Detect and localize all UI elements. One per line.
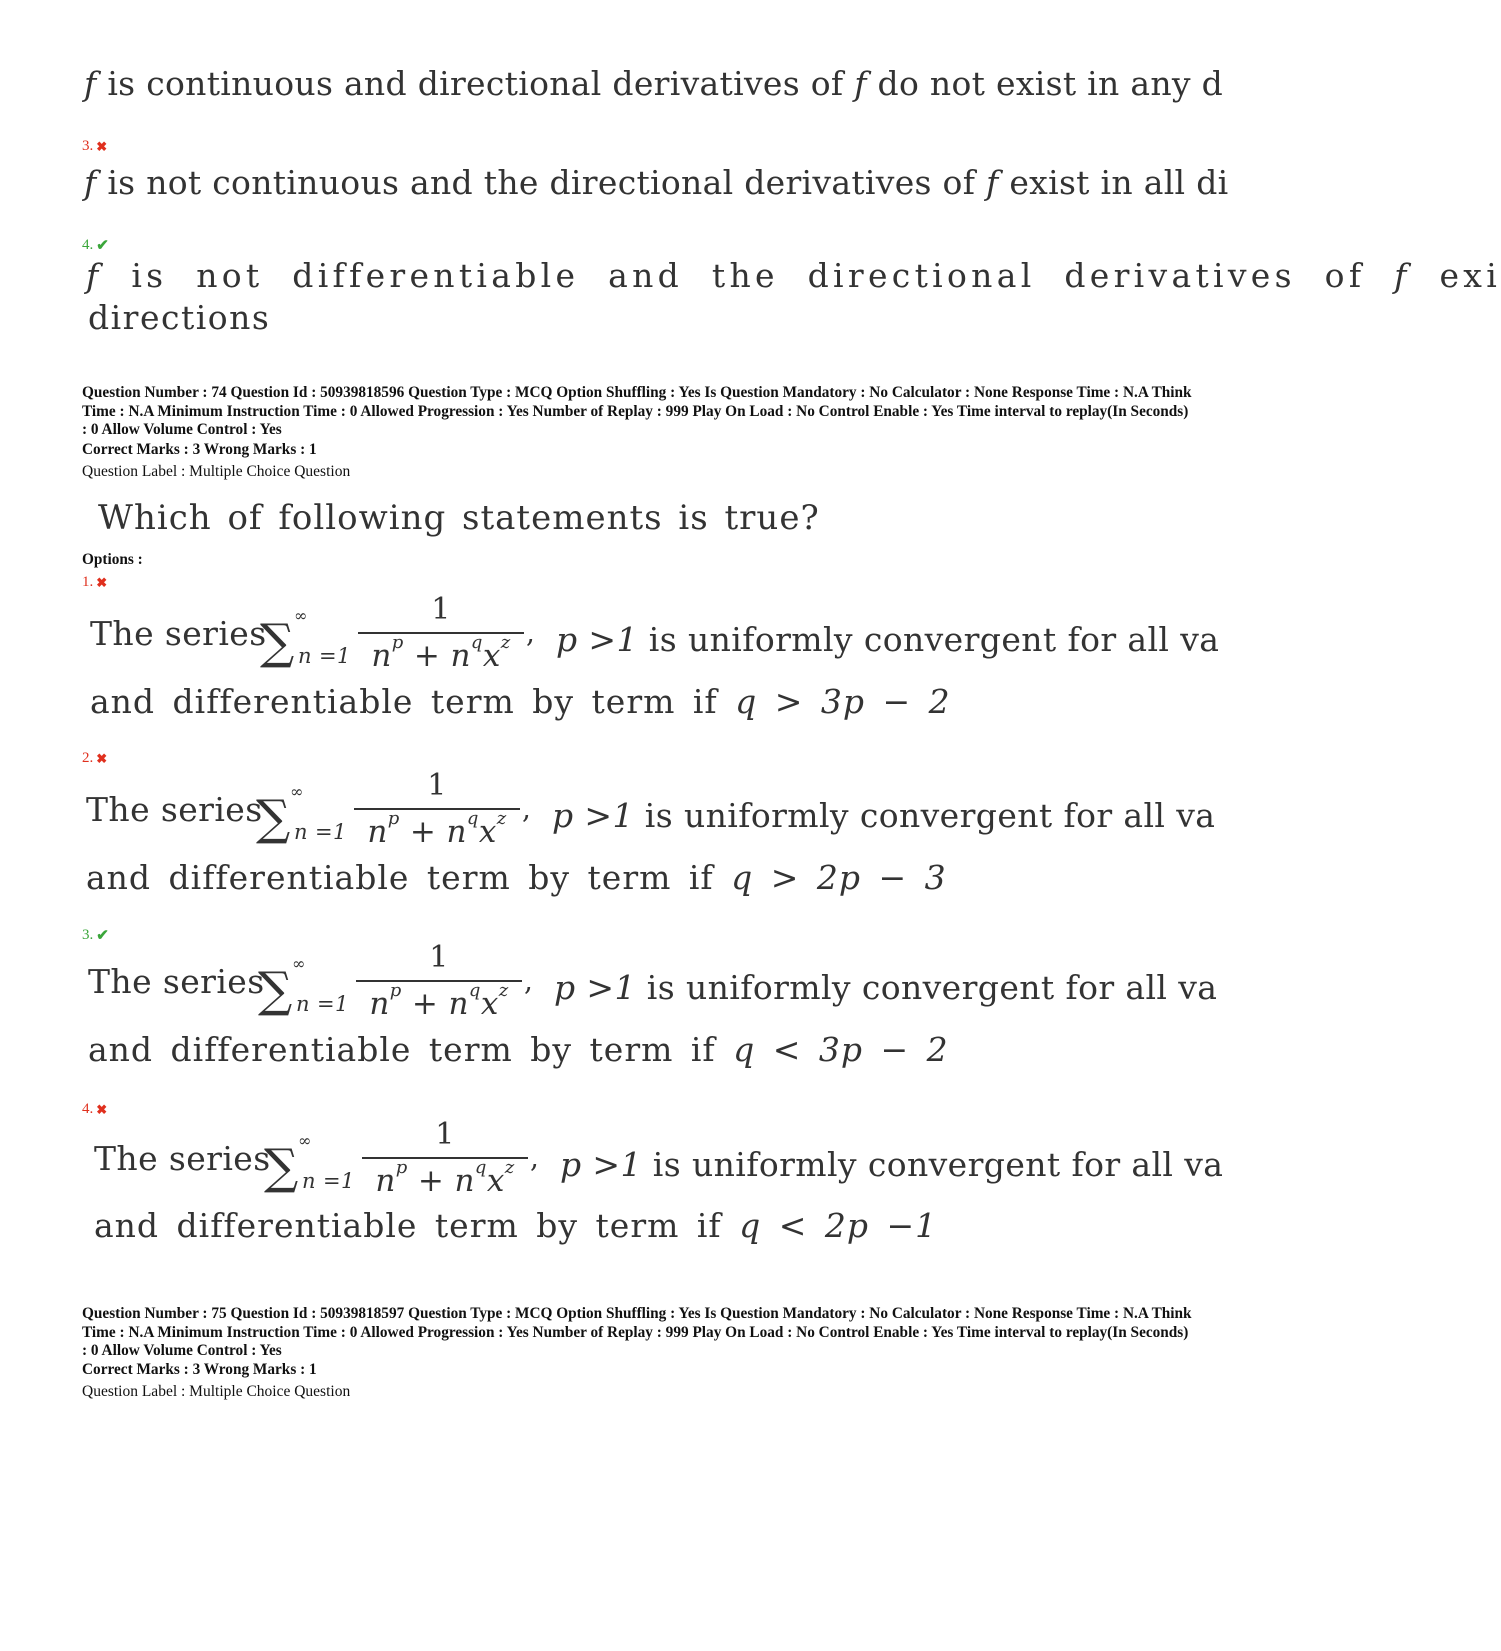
wrong-icon: ✖ <box>96 138 108 154</box>
check-icon: ✔ <box>96 238 109 254</box>
option-1-series: The series ∑ ∞ n =1 1 $n^p + n^qx^z$ , p >1 is uniformly convergent for all va <box>90 592 1220 674</box>
wrong-icon: ✖ <box>96 574 108 590</box>
option-3-condition: and differentiable term by term if q < 3p − 2 <box>88 1030 949 1069</box>
prev-option-4-line1: f is not differentiable and the directional derivatives of f exi <box>86 256 1501 295</box>
q75-meta: Question Number : 75 Question Id : 50939818597 Question Type : MCQ Option Shuffling : Yes Is Question Mandatory : No Calculator : None Response Time : N.A Think Time : N.A Minimum Instruction Time : 0 Allowed Progression : Yes Number of Replay : 999 Play On Load : No Control Enable : Yes Time interval to replay(In Seconds) : 0 Allow Volume Control : Yes <box>82 1305 1192 1359</box>
prev-option-2-text: f is continuous and directional derivatives of f do not exist in any d <box>84 64 1224 103</box>
option-2-condition: and differentiable term by term if q > 2p − 3 <box>86 858 947 897</box>
q74-options-label: Options : <box>82 551 143 568</box>
q74-meta: Question Number : 74 Question Id : 50939818596 Question Type : MCQ Option Shuffling : Yes Is Question Mandatory : No Calculator : None Response Time : N.A Think Time : N.A Minimum Instruction Time : 0 Allowed Progression : Yes Number of Replay : 999 Play On Load : No Control Enable : Yes Time interval to replay(In Seconds) : 0 Allow Volume Control : Yes <box>82 384 1192 438</box>
q74-stem: Which of following statements is true? <box>98 498 820 538</box>
q75-label: Question Label : Multiple Choice Question <box>82 1383 351 1400</box>
option-2-marker: 2. ✖ <box>82 750 108 766</box>
q75-marks: Correct Marks : 3 Wrong Marks : 1 <box>82 1361 317 1378</box>
prev-option-4-line2: directions <box>88 298 271 337</box>
q74-marks: Correct Marks : 3 Wrong Marks : 1 <box>82 441 317 458</box>
check-icon: ✔ <box>96 928 109 944</box>
option-1-condition: and differentiable term by term if q > 3p − 2 <box>90 682 951 721</box>
prev-option-3-text: f is not continuous and the directional derivatives of f exist in all di <box>84 163 1229 202</box>
prev-option-3-marker: 3. ✖ <box>82 138 108 154</box>
q74-label: Question Label : Multiple Choice Question <box>82 463 351 480</box>
option-4-series: The series ∑ ∞ n =1 1 $n^p + n^qx^z$ , p >1 is uniformly convergent for all va <box>94 1117 1224 1199</box>
option-2-series: The series ∑ ∞ n =1 1 $n^p + n^qx^z$ , p >1 is uniformly convergent for all va <box>86 768 1216 850</box>
option-3-marker: 3. ✔ <box>82 927 109 944</box>
option-4-marker: 4. ✖ <box>82 1101 108 1117</box>
wrong-icon: ✖ <box>96 750 108 766</box>
prev-option-4-marker: 4. ✔ <box>82 237 109 254</box>
option-1-marker: 1. ✖ <box>82 574 108 590</box>
option-3-series: The series ∑ ∞ n =1 1 $n^p + n^qx^z$ , p >1 is uniformly convergent for all va <box>88 940 1218 1022</box>
wrong-icon: ✖ <box>96 1101 108 1117</box>
option-4-condition: and differentiable term by term if q < 2p −1 <box>94 1206 938 1245</box>
